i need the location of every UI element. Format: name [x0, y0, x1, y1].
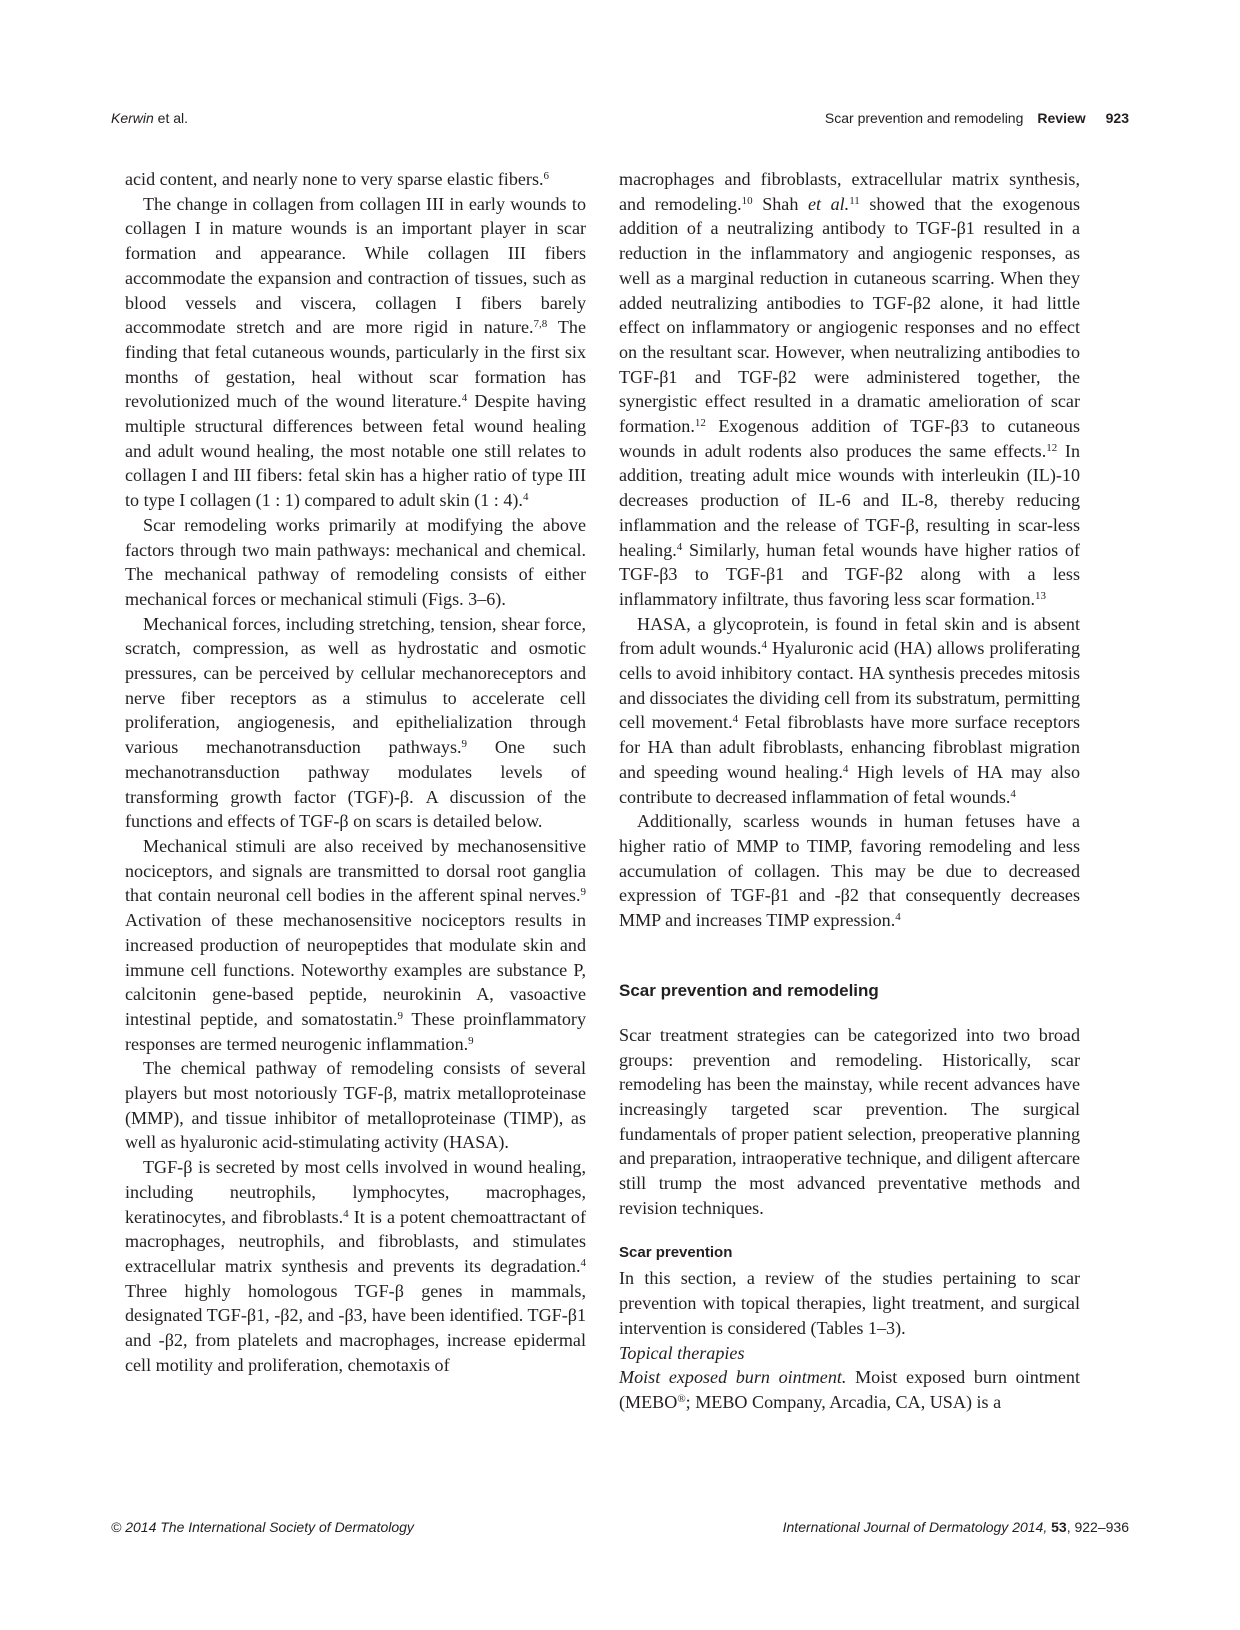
reference-marker: 9	[461, 738, 468, 751]
running-title: Scar prevention and remodeling	[824, 110, 1024, 126]
reference-marker: 4	[732, 713, 739, 726]
paragraph: In this section, a review of the studies pertaining to scar prevention with topical therapies, light treatment, and surgical intervention is considered (Tables 1–3).	[619, 1268, 1080, 1338]
reference-marker: 4	[895, 911, 901, 924]
registered-mark: ®	[677, 1392, 686, 1405]
paragraph: HASA, a glycoprotein, is found in fetal skin and is absent from adult wounds.$^4$ Hyaluronic acid (HA) allows proliferating cells to avoid inhibitory contact. HA synthesis precedes mitosis and dissociates the dividing cell from its substratum, permitting cell movement.$^4$ Fetal fibroblasts have more surface receptors for HA than adult fibroblasts, enhancing fibroblast migration and speeding wound healing.$^4$ High levels of HA may also contribute to decreased inflammation of fetal wounds.$^4$	[619, 613, 1081, 807]
reference-marker: 4	[580, 1256, 586, 1269]
reference-marker: 9	[580, 886, 586, 899]
reference-marker: 4	[676, 540, 683, 553]
section-heading: Scar prevention and remodeling	[619, 980, 879, 1000]
reference-marker: 4	[842, 762, 849, 775]
paragraph: macrophages and fibroblasts, extracellular matrix synthesis, and remodeling.$^{10}$ Shah et al.$^{11}$ showed that the exogenous addition of a neutralizing antibody to TGF-β1 resulted in a reduction in the inflammatory and angiogenic responses, as well as a marginal reduction in cutaneous scarring. When they added neutralizing antibodies to TGF-β2 alone, it had little effect on inflammatory or angiogenic responses and no effect on the resultant scar. However, when neutralizing antibodies to TGF-β1 and TGF-β2 were administered together, the synergistic effect resulted in a dramatic amelioration of scar formation.$^{12}$ Exogenous addition of TGF-β3 to cutaneous wounds in adult rodents also produces the same effects.$^{12}$ In addition, treating adult mice wounds with interleukin (IL)-10 decreases production of IL-6 and IL-8, thereby reducing inflammation and the release of TGF-β, resulting in scar-less healing.$^4$ Similarly, human fetal wounds have higher ratios of TGF-β3 to TGF-β1 and TGF-β2 along with a less inflammatory infiltrate, thus favoring less scar formation.$^{13}$	[619, 169, 1080, 609]
reference-marker: 9	[397, 1009, 403, 1022]
paragraph: The chemical pathway of remodeling consists of several players but most notoriously TGF-β, matrix metalloproteinase (MMP), and tissue inhibitor of metalloproteinase (TIMP), as well as hyaluronic acid-stimulating activity (HASA).	[125, 1058, 586, 1153]
right-column	[619, 167, 1080, 1415]
author-etal: et al.	[153, 110, 189, 126]
reference-marker: 4	[1010, 787, 1016, 800]
author-name: Kerwin	[111, 110, 154, 126]
run-in-heading: Moist exposed burn ointment.	[619, 1367, 847, 1388]
page-number: 923	[1105, 110, 1129, 126]
paragraph: Moist exposed burn ointment. Moist exposed burn ointment (MEBO®; MEBO Company, Arcadia, CA, USA) is a	[619, 1367, 1081, 1412]
section-label: Review	[1037, 110, 1086, 126]
left-column	[125, 167, 586, 1377]
running-header-author	[111, 110, 188, 126]
reference-marker: 12	[694, 417, 706, 430]
paragraph: acid content, and nearly none to very sparse elastic fibers.$^6$	[125, 169, 550, 189]
paragraph: The change in collagen from collagen III in early wounds to collagen I in mature wounds is an important player in scar formation and appearance. While collagen III fibers accommodate the expansion and contraction of tissues, such as blood vessels and viscera, collagen I fibers barely accommodate stretch and are more rigid in nature.$^{7,8}$ The finding that fetal cutaneous wounds, particularly in the first six months of gestation, heal without scar formation has revolutionized much of the wound literature.$^4$ Despite having multiple structural differences between fetal wound healing and adult wound healing, the most notable one still relates to collagen I and III fibers: fetal skin has a higher ratio of type III to type I collagen (1 : 1) compared to adult skin (1 : 4).$^4$	[125, 193, 587, 511]
reference-marker: 13	[1035, 589, 1047, 602]
subsection-heading: Scar prevention	[619, 1244, 733, 1262]
paragraph: TGF-β is secreted by most cells involved in wound healing, including neutrophils, lymphocytes, macrophages, keratinocytes, and fibroblasts.$^4$ It is a potent chemoattractant of macrophages, neutrophils, and fibroblasts, and stimulates extracellular matrix synthesis and prevents its degradation.$^4$ Three highly homologous TGF-β genes in mammals, designated TGF-β1, -β2, and -β3, have been identified. TGF-β1 and -β2, from platelets and macrophages, increase epidermal cell motility and proliferation, chemotaxis of	[125, 1157, 586, 1375]
paragraph: Mechanical forces, including stretching, tension, shear force, scratch, compression, as well as hydrostatic and osmotic pressures, can be perceived by cellular mechanoreceptors and nerve fiber receptors as a stimulus to accelerate cell proliferation, angiogenesis, and epithelialization through various mechanotransduction pathways.$^9$ One such mechanotransduction pathway modulates levels of transforming growth factor (TGF)-β. A discussion of the functions and effects of TGF-β on scars is detailed below.	[125, 613, 586, 832]
reference-marker: 9	[468, 1034, 474, 1047]
paragraph: Additionally, scarless wounds in human fetuses have a higher ratio of MMP to TIMP, favoring remodeling and less accumulation of collagen. This may be due to decreased expression of TGF-β1 and -β2 that consequently decreases MMP and increases TIMP expression.$^4$	[619, 811, 1080, 931]
reference-marker: 4	[343, 1207, 349, 1220]
reference-marker: 11	[849, 194, 860, 207]
paragraph: Scar remodeling works primarily at modifying the above factors through two main pathways: mechanical and chemical. The mechanical pathway of remodeling consists of either mechanical forces or mechanical stimuli (Figs. 3–6).	[125, 514, 586, 609]
subsubsection-heading: Topical therapies	[619, 1342, 745, 1363]
journal-citation-footer: International Journal of Dermatology 2014, 53, 922–936	[782, 1519, 1129, 1535]
paragraph: Scar treatment strategies can be categorized into two broad groups: prevention and remodeling. Historically, scar remodeling has been the mainstay, while recent advances have increasingly targeted scar prevention. The surgical fundamentals of proper patient selection, preoperative planning and preparation, intraoperative technique, and diligent aftercare still trump the most advanced preventative methods and revision techniques.	[619, 1024, 1080, 1218]
reference-marker: 12	[1046, 441, 1058, 454]
reference-marker: 7,8	[533, 318, 548, 331]
reference-marker: 4	[522, 491, 529, 504]
reference-marker: 4	[761, 639, 767, 652]
paragraph: Mechanical stimuli are also received by mechanosensitive nociceptors, and signals are transmitted to dorsal root ganglia that contain neuronal cell bodies in the afferent spinal nerves.$^9$ Activation of these mechanosensitive nociceptors results in increased production of neuropeptides that modulate skin and immune cell functions. Noteworthy examples are substance P, calcitonin gene-based peptide, neurokinin A, vasoactive intestinal peptide, and somatostatin.$^9$ These proinflammatory responses are termed neurogenic inflammation.$^9$	[125, 835, 586, 1054]
reference-marker: 6	[543, 170, 550, 182]
reference-marker: 10	[741, 194, 753, 207]
copyright-footer: © 2014 The International Society of Dermatology	[111, 1519, 414, 1535]
running-header-title	[825, 110, 1129, 126]
reference-marker: 4	[461, 392, 468, 405]
